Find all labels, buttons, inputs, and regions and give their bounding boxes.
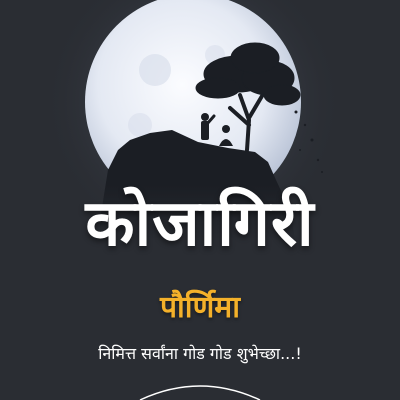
title-kojagiri: कोजागिरी xyxy=(85,186,315,261)
moon-crater xyxy=(139,54,171,86)
moon-crater xyxy=(128,113,152,137)
subtitle-pournima: पौर्णिमा xyxy=(160,290,240,325)
greeting-text: निमित्त सर्वांना गोड गोड शुभेच्छा...! xyxy=(98,344,302,363)
